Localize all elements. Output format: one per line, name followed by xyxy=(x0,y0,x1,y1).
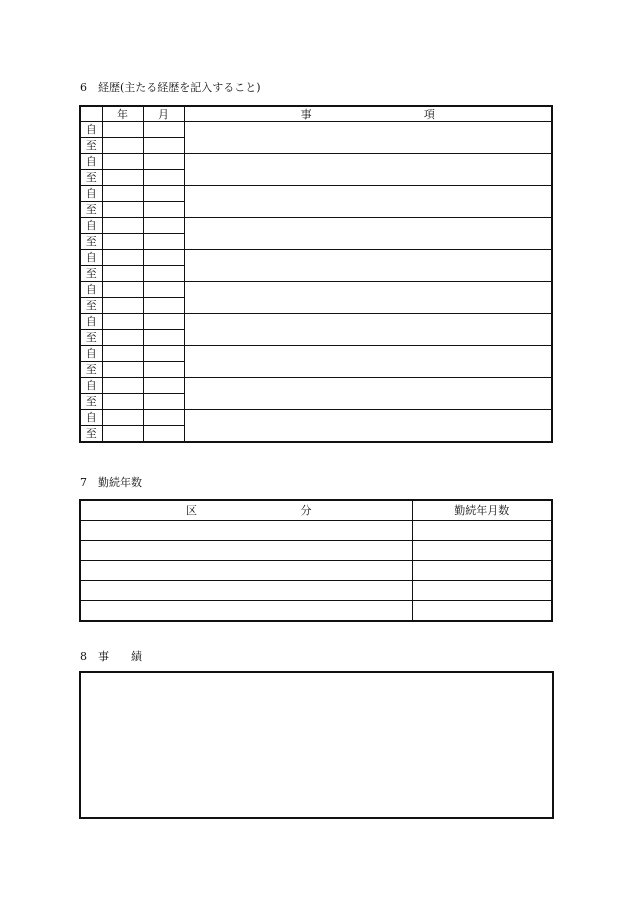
to-year-cell[interactable] xyxy=(102,426,143,443)
to-year-cell[interactable] xyxy=(102,202,143,218)
career-row-from xyxy=(80,410,552,426)
career-row-from xyxy=(80,250,552,266)
from-year-cell[interactable] xyxy=(102,250,143,266)
from-month-cell[interactable] xyxy=(143,346,184,362)
years-cell[interactable] xyxy=(412,561,552,581)
to-year-cell[interactable] xyxy=(102,362,143,378)
from-year-cell[interactable] xyxy=(102,218,143,234)
to-year-cell[interactable] xyxy=(102,170,143,186)
from-label: 自 xyxy=(80,378,102,394)
years-cell[interactable] xyxy=(412,581,552,601)
career-month-header: 月 xyxy=(143,106,184,122)
career-history-table xyxy=(79,105,553,443)
to-year-cell[interactable] xyxy=(102,266,143,282)
career-matter-cell[interactable] xyxy=(184,346,552,378)
to-label: 至 xyxy=(80,266,102,282)
years-cell[interactable] xyxy=(412,521,552,541)
years-header: 勤続年月数 xyxy=(412,500,552,521)
career-matter-cell[interactable] xyxy=(184,410,552,443)
to-year-cell[interactable] xyxy=(102,394,143,410)
from-label: 自 xyxy=(80,250,102,266)
from-month-cell[interactable] xyxy=(143,122,184,138)
to-label: 至 xyxy=(80,362,102,378)
to-label: 至 xyxy=(80,138,102,154)
from-month-cell[interactable] xyxy=(143,250,184,266)
career-matter-cell[interactable] xyxy=(184,154,552,186)
to-label: 至 xyxy=(80,170,102,186)
to-year-cell[interactable] xyxy=(102,234,143,250)
to-month-cell[interactable] xyxy=(143,394,184,410)
to-label: 至 xyxy=(80,426,102,443)
career-row-from xyxy=(80,314,552,330)
category-header-left: 区 xyxy=(186,504,197,517)
to-month-cell[interactable] xyxy=(143,298,184,314)
from-year-cell[interactable] xyxy=(102,410,143,426)
from-month-cell[interactable] xyxy=(143,154,184,170)
section-8-title: 8 事 績 xyxy=(80,650,142,663)
category-header-right: 分 xyxy=(300,504,312,517)
career-row-from xyxy=(80,154,552,170)
category-cell[interactable] xyxy=(80,521,412,541)
service-row xyxy=(80,541,552,561)
career-year-header: 年 xyxy=(102,106,143,122)
service-header-row xyxy=(80,500,552,521)
service-row xyxy=(80,521,552,541)
career-row-from xyxy=(80,122,552,138)
career-header-row xyxy=(80,106,552,122)
section-7-title: 7 勤続年数 xyxy=(80,476,142,489)
career-row-from xyxy=(80,186,552,202)
career-label-header xyxy=(80,106,102,122)
career-row-from xyxy=(80,346,552,362)
category-cell[interactable] xyxy=(80,601,412,622)
to-month-cell[interactable] xyxy=(143,202,184,218)
to-month-cell[interactable] xyxy=(143,426,184,443)
service-years-table xyxy=(79,499,553,622)
to-year-cell[interactable] xyxy=(102,330,143,346)
service-row xyxy=(80,601,552,622)
category-cell[interactable] xyxy=(80,581,412,601)
career-row-from xyxy=(80,282,552,298)
from-label: 自 xyxy=(80,218,102,234)
matter-header-left: 事 xyxy=(300,107,312,121)
to-month-cell[interactable] xyxy=(143,330,184,346)
career-matter-cell[interactable] xyxy=(184,122,552,154)
service-row xyxy=(80,581,552,601)
from-year-cell[interactable] xyxy=(102,154,143,170)
to-month-cell[interactable] xyxy=(143,138,184,154)
years-cell[interactable] xyxy=(412,541,552,561)
category-cell[interactable] xyxy=(80,561,412,581)
years-cell[interactable] xyxy=(412,601,552,622)
from-year-cell[interactable] xyxy=(102,122,143,138)
from-label: 自 xyxy=(80,154,102,170)
service-row xyxy=(80,561,552,581)
from-month-cell[interactable] xyxy=(143,218,184,234)
career-matter-cell[interactable] xyxy=(184,378,552,410)
career-matter-cell[interactable] xyxy=(184,250,552,282)
service-years-body xyxy=(80,521,552,622)
career-matter-header xyxy=(184,106,552,122)
career-matter-cell[interactable] xyxy=(184,282,552,314)
career-row-from xyxy=(80,218,552,234)
from-month-cell[interactable] xyxy=(143,314,184,330)
to-label: 至 xyxy=(80,330,102,346)
from-label: 自 xyxy=(80,410,102,426)
from-label: 自 xyxy=(80,122,102,138)
to-label: 至 xyxy=(80,394,102,410)
career-history-body xyxy=(80,122,552,443)
career-matter-cell[interactable] xyxy=(184,218,552,250)
to-label: 至 xyxy=(80,234,102,250)
to-month-cell[interactable] xyxy=(143,234,184,250)
career-row-from xyxy=(80,378,552,394)
matter-header-right: 項 xyxy=(423,107,435,121)
career-matter-cell[interactable] xyxy=(184,314,552,346)
category-cell[interactable] xyxy=(80,541,412,561)
from-month-cell[interactable] xyxy=(143,282,184,298)
to-month-cell[interactable] xyxy=(143,266,184,282)
from-year-cell[interactable] xyxy=(102,186,143,202)
to-label: 至 xyxy=(80,298,102,314)
from-label: 自 xyxy=(80,186,102,202)
from-month-cell[interactable] xyxy=(143,410,184,426)
section-6-title: 6 経歴(主たる経歴を記入すること) xyxy=(80,81,261,94)
from-year-cell[interactable] xyxy=(102,314,143,330)
to-month-cell[interactable] xyxy=(143,170,184,186)
from-label: 自 xyxy=(80,282,102,298)
to-year-cell[interactable] xyxy=(102,298,143,314)
achievements-field[interactable] xyxy=(79,671,554,819)
to-year-cell[interactable] xyxy=(102,138,143,154)
from-year-cell[interactable] xyxy=(102,378,143,394)
from-year-cell[interactable] xyxy=(102,346,143,362)
category-header xyxy=(80,500,412,521)
to-month-cell[interactable] xyxy=(143,362,184,378)
from-year-cell[interactable] xyxy=(102,282,143,298)
from-label: 自 xyxy=(80,314,102,330)
from-label: 自 xyxy=(80,346,102,362)
from-month-cell[interactable] xyxy=(143,186,184,202)
to-label: 至 xyxy=(80,202,102,218)
career-matter-cell[interactable] xyxy=(184,186,552,218)
from-month-cell[interactable] xyxy=(143,378,184,394)
